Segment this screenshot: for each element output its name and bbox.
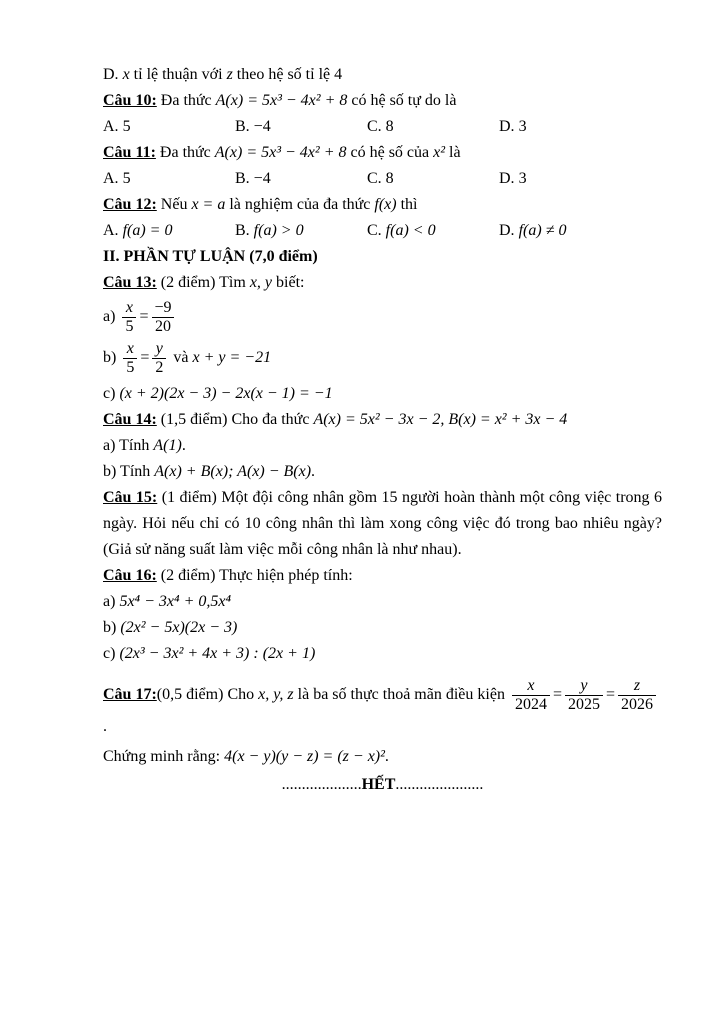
end-label: HẾT — [361, 776, 396, 793]
fraction-z-over-2026: $\frac{z}{2026}$ — [618, 677, 656, 714]
q17-prove-pre: Chứng minh rằng: — [103, 748, 221, 765]
option-d-text1: tỉ lệ thuận với — [133, 66, 223, 83]
q12-option-d-label: D. — [499, 222, 515, 239]
question-12-pre: Nếu — [160, 196, 188, 213]
question-12-post: thì — [400, 196, 418, 213]
end-dots-left: .................... — [281, 776, 362, 793]
q16c-label: c) — [103, 645, 116, 662]
question-17-points: (0,5 điểm) — [156, 686, 224, 704]
question-15-text: Một đội công nhân gồm 15 người hoàn thành một công việc trong 6 ngày. Hỏi nếu chỉ có 10 công nhân thì làm xong công việc đó trong bao nhiêu ngày? (Giả sử năng suất làm việc mỗi công nhân là như nhau). — [103, 489, 663, 558]
q14a-expression: A(1) — [153, 437, 182, 454]
q11-option-b-label: B. — [235, 170, 250, 187]
option-d-label: D. — [103, 66, 119, 83]
fraction-x-over-5: $\frac{x}{5}$ — [123, 340, 137, 377]
question-14-polynomials: A(x) = 5x² − 3x − 2, B(x) = x² + 3x − 4 — [313, 411, 568, 428]
question-17-mid: là ba số thực thoả mãn điều kiện — [297, 686, 505, 704]
q12-option-b-label: B. — [235, 222, 250, 239]
math-var-x: x — [122, 66, 130, 83]
q12-option-c-label: C. — [367, 222, 382, 239]
q11-option-c-label: C. — [367, 170, 382, 187]
question-12-stem — [103, 192, 662, 218]
question-14a — [103, 433, 662, 459]
question-12-label: Câu 12: — [103, 196, 157, 213]
question-13-post: biết: — [276, 274, 305, 291]
question-16c — [103, 641, 662, 667]
question-16-points: (2 điểm) — [160, 567, 216, 584]
section-2-heading — [103, 244, 662, 270]
math-var-z: z — [226, 66, 233, 83]
q10-option-b-value: −4 — [253, 118, 271, 135]
q17-equals-2: = — [605, 686, 615, 704]
carryover-option-d — [103, 62, 662, 88]
q12-option-c-value: f(a) < 0 — [385, 222, 436, 239]
question-17-label: Câu 17: — [103, 686, 157, 704]
q10-option-a-value: 5 — [122, 118, 131, 135]
q13a-equals: = — [139, 308, 149, 326]
option-d-text2: theo hệ số tỉ lệ 4 — [236, 66, 343, 83]
q16b-label: b) — [103, 619, 117, 636]
q13b-equation: x + y = −21 — [192, 349, 272, 367]
question-11-label: Câu 11: — [103, 144, 156, 161]
question-11-term: x² — [433, 144, 446, 161]
question-10-stem — [103, 88, 662, 114]
question-11-options — [103, 166, 662, 192]
q13b-equals: = — [140, 349, 150, 367]
q11-option-b — [235, 166, 367, 192]
q14b-expression: A(x) + B(x); A(x) − B(x) — [154, 463, 312, 480]
question-10-label: Câu 10: — [103, 92, 157, 109]
q14b-period: . — [311, 463, 316, 480]
q13b-and: và — [173, 349, 189, 367]
q12-option-a-value: f(a) = 0 — [122, 222, 173, 239]
question-10-options — [103, 114, 662, 140]
q10-option-d — [499, 114, 527, 140]
question-10-post: có hệ số tự do là — [351, 92, 457, 109]
q10-option-c-value: 8 — [385, 118, 394, 135]
fraction-y-over-2025: $\frac{y}{2025}$ — [565, 677, 603, 714]
q11-option-d-label: D. — [499, 170, 515, 187]
q14a-label: a) — [103, 437, 116, 454]
fraction-neg9-over-20: $\frac{-9}{20}$ — [151, 299, 174, 336]
q11-option-b-value: −4 — [253, 170, 271, 187]
q12-option-c — [367, 218, 499, 244]
question-16a — [103, 589, 662, 615]
q10-option-b — [235, 114, 367, 140]
question-17-pre: Cho — [227, 686, 255, 704]
question-12-options — [103, 218, 662, 244]
q13c-label: c) — [103, 385, 116, 402]
question-17-stem — [103, 677, 662, 740]
q14b-pre: Tính — [120, 463, 151, 480]
q12-option-d — [499, 218, 566, 244]
q10-option-c-label: C. — [367, 118, 382, 135]
q12-option-a — [103, 218, 235, 244]
q11-option-a-value: 5 — [122, 170, 131, 187]
q11-option-d — [499, 166, 527, 192]
question-13c — [103, 381, 662, 407]
question-14-points: (1,5 điểm) — [160, 411, 228, 428]
question-11-pre: Đa thức — [159, 144, 211, 161]
q14a-period: . — [181, 437, 186, 454]
question-16-label: Câu 16: — [103, 567, 157, 584]
q10-option-d-label: D. — [499, 118, 515, 135]
q11-option-a-label: A. — [103, 170, 119, 187]
end-marker — [103, 772, 662, 798]
question-12-condition: x = a — [191, 196, 226, 213]
q16c-expression: (2x³ − 3x² + 4x + 3) : (2x + 1) — [119, 645, 316, 662]
q11-option-c-value: 8 — [385, 170, 394, 187]
section-2-title: II. PHẦN TỰ LUẬN — [103, 248, 246, 265]
question-16b — [103, 615, 662, 641]
question-15 — [103, 485, 662, 563]
q12-option-b — [235, 218, 367, 244]
question-16-text: Thực hiện phép tính: — [219, 567, 353, 584]
question-11-polynomial: A(x) = 5x³ − 4x² + 8 — [214, 144, 347, 161]
q11-option-d-value: 3 — [518, 170, 527, 187]
q10-option-a-label: A. — [103, 118, 119, 135]
q14b-label: b) — [103, 463, 117, 480]
fraction-y-over-2: $\frac{y}{2}$ — [152, 340, 166, 377]
q10-option-a — [103, 114, 235, 140]
question-10-polynomial: A(x) = 5x³ − 4x² + 8 — [215, 92, 348, 109]
section-2-points: (7,0 điểm) — [249, 248, 318, 265]
q16b-expression: (2x² − 5x)(2x − 3) — [120, 619, 238, 636]
question-11-stem — [103, 140, 662, 166]
fraction-x-over-5: $\frac{x}{5}$ — [122, 299, 136, 336]
q13c-equation: (x + 2)(2x − 3) − 2x(x − 1) = −1 — [119, 385, 333, 402]
question-14b — [103, 459, 662, 485]
q17-prove-equation: 4(x − y)(y − z) = (z − x)² — [224, 748, 385, 765]
q17-equals-1: = — [552, 686, 562, 704]
q17-period: . — [103, 718, 107, 735]
question-16-stem — [103, 563, 662, 589]
question-17-prove — [103, 744, 662, 770]
question-14-stem — [103, 407, 662, 433]
q12-option-a-label: A. — [103, 222, 119, 239]
q12-option-d-value: f(a) ≠ 0 — [518, 222, 567, 239]
question-13b — [103, 340, 662, 377]
q16a-label: a) — [103, 593, 116, 610]
q11-option-c — [367, 166, 499, 192]
question-17-vars: x, y, z — [258, 686, 294, 704]
question-13a — [103, 299, 662, 336]
question-12-mid: là nghiệm của đa thức — [229, 196, 371, 213]
question-15-label: Câu 15: — [103, 489, 158, 506]
question-15-points: (1 điểm) — [161, 489, 217, 506]
question-11-post2: là — [449, 144, 461, 161]
question-13-vars: x, y — [249, 274, 273, 291]
question-12-function: f(x) — [374, 196, 397, 213]
fraction-x-over-2024: $\frac{x}{2024}$ — [512, 677, 550, 714]
question-13-stem — [103, 270, 662, 296]
q17-prove-period: . — [384, 748, 389, 765]
end-dots-right: ...................... — [395, 776, 484, 793]
question-13-points: (2 điểm) — [160, 274, 216, 291]
question-13-pre: Tìm — [219, 274, 246, 291]
q12-option-b-value: f(a) > 0 — [253, 222, 304, 239]
q13b-label: b) — [103, 349, 117, 367]
question-10-pre: Đa thức — [160, 92, 212, 109]
question-11-post1: có hệ số của — [350, 144, 430, 161]
q16a-expression: 5x⁴ − 3x⁴ + 0,5x⁴ — [119, 593, 232, 610]
question-13-label: Câu 13: — [103, 274, 157, 291]
q13a-label: a) — [103, 308, 116, 326]
question-14-pre: Cho đa thức — [231, 411, 310, 428]
q10-option-c — [367, 114, 499, 140]
q11-option-a — [103, 166, 235, 192]
q10-option-d-value: 3 — [518, 118, 527, 135]
q10-option-b-label: B. — [235, 118, 250, 135]
q14a-pre: Tính — [119, 437, 150, 454]
question-14-label: Câu 14: — [103, 411, 157, 428]
